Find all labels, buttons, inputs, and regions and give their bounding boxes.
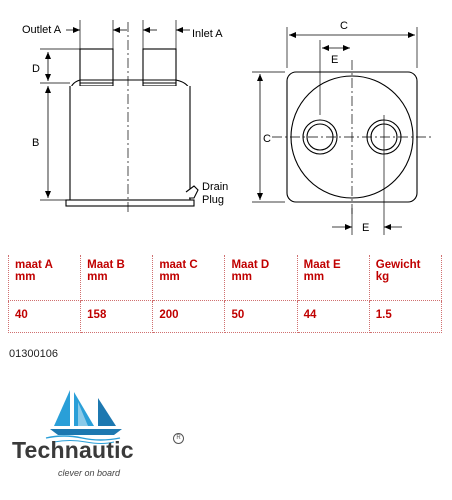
header-cell: Maat D mm [225,255,297,301]
header-cell: Gewicht kg [369,255,441,301]
header-cell: maat C mm [153,255,225,301]
inlet-label: Inlet A [192,28,223,40]
dim-c-side-label: C [263,133,271,145]
table-header-row [9,255,442,301]
value-cell: 200 [153,301,225,333]
value-cell: 44 [297,301,369,333]
value-cell: 158 [81,301,153,333]
outlet-label: Outlet A [22,24,62,36]
drain-label: Drain [202,181,229,193]
registered-mark: R [173,433,184,444]
technical-drawing [0,0,452,245]
header-cell: Maat B mm [81,255,153,301]
top-view [252,27,432,235]
dim-e-top-label: E [331,54,339,66]
dim-d-label: D [32,63,40,75]
brand-tagline: clever on board [58,468,121,478]
value-cell: 40 [9,301,81,333]
article-number: 01300106 [9,348,58,360]
plug-label: Plug [202,194,225,206]
spec-table [8,255,442,333]
side-view [40,20,198,215]
dim-e-bottom-label: E [362,222,370,234]
dim-b-label: B [32,137,40,149]
value-cell: 50 [225,301,297,333]
value-cell: 1.5 [369,301,441,333]
dim-c-top-label: C [340,20,348,32]
strainer-base [66,200,194,206]
header-cell: Maat E mm [297,255,369,301]
header-cell: maat A mm [9,255,81,301]
table-row [9,301,442,333]
brand-name: Technautic [12,437,134,463]
strainer-body [70,86,190,200]
